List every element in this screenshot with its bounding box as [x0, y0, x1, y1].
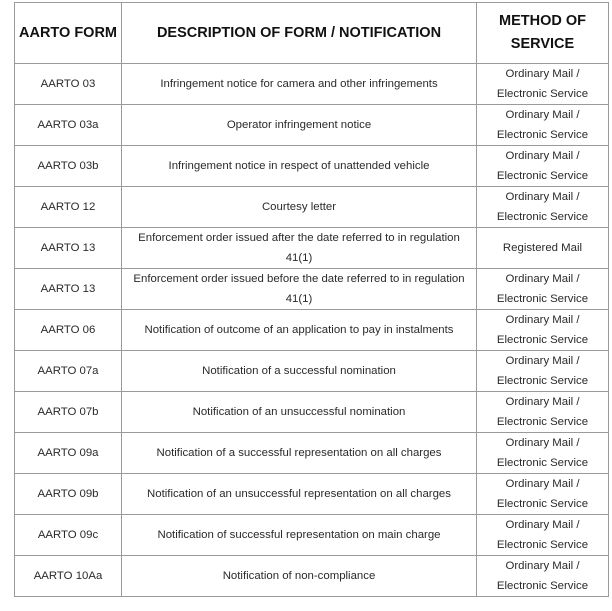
form-cell: AARTO 07a [15, 351, 122, 392]
method-cell: Ordinary Mail / Electronic Service [477, 105, 609, 146]
table-row [15, 228, 609, 269]
table-row [15, 433, 609, 474]
method-cell: Ordinary Mail / Electronic Service [477, 187, 609, 228]
description-cell: Operator infringement notice [122, 105, 477, 146]
header-description: DESCRIPTION OF FORM / NOTIFICATION [122, 3, 477, 64]
description-cell: Notification of non-compliance [122, 556, 477, 597]
method-cell: Ordinary Mail / Electronic Service [477, 433, 609, 474]
form-cell: AARTO 12 [15, 187, 122, 228]
form-cell: AARTO 10Aa [15, 556, 122, 597]
table-row [15, 474, 609, 515]
description-cell: Enforcement order issued before the date referred to in regulation 41(1) [122, 269, 477, 310]
method-cell: Ordinary Mail / Electronic Service [477, 556, 609, 597]
form-cell: AARTO 06 [15, 310, 122, 351]
form-cell: AARTO 13 [15, 228, 122, 269]
header-method-of-service: METHOD OF SERVICE [477, 3, 609, 64]
description-cell: Notification of a successful representation on all charges [122, 433, 477, 474]
form-cell: AARTO 07b [15, 392, 122, 433]
method-cell: Ordinary Mail / Electronic Service [477, 146, 609, 187]
method-cell: Ordinary Mail / Electronic Service [477, 64, 609, 105]
description-cell: Notification of successful representation on main charge [122, 515, 477, 556]
table-row [15, 146, 609, 187]
method-cell: Registered Mail [477, 228, 609, 269]
method-cell: Ordinary Mail / Electronic Service [477, 515, 609, 556]
form-cell: AARTO 03b [15, 146, 122, 187]
description-cell: Notification of outcome of an application to pay in instalments [122, 310, 477, 351]
form-cell: AARTO 03a [15, 105, 122, 146]
description-cell: Infringement notice for camera and other infringements [122, 64, 477, 105]
description-cell: Enforcement order issued after the date referred to in regulation 41(1) [122, 228, 477, 269]
method-cell: Ordinary Mail / Electronic Service [477, 310, 609, 351]
description-cell: Notification of an unsuccessful nomination [122, 392, 477, 433]
form-cell: AARTO 09b [15, 474, 122, 515]
method-cell: Ordinary Mail / Electronic Service [477, 392, 609, 433]
form-cell: AARTO 13 [15, 269, 122, 310]
table-row [15, 269, 609, 310]
form-cell: AARTO 03 [15, 64, 122, 105]
form-cell: AARTO 09a [15, 433, 122, 474]
table-row [15, 105, 609, 146]
table-row [15, 351, 609, 392]
table-row [15, 310, 609, 351]
table-row [15, 64, 609, 105]
header-aarto-form: AARTO FORM [15, 3, 122, 64]
table-row [15, 556, 609, 597]
table-row [15, 515, 609, 556]
table-row [15, 187, 609, 228]
method-cell: Ordinary Mail / Electronic Service [477, 351, 609, 392]
aarto-forms-table [14, 2, 609, 597]
method-cell: Ordinary Mail / Electronic Service [477, 269, 609, 310]
method-cell: Ordinary Mail / Electronic Service [477, 474, 609, 515]
description-cell: Infringement notice in respect of unattended vehicle [122, 146, 477, 187]
description-cell: Notification of an unsuccessful representation on all charges [122, 474, 477, 515]
form-cell: AARTO 09c [15, 515, 122, 556]
table-header-row [15, 3, 609, 64]
description-cell: Courtesy letter [122, 187, 477, 228]
table-row [15, 392, 609, 433]
description-cell: Notification of a successful nomination [122, 351, 477, 392]
